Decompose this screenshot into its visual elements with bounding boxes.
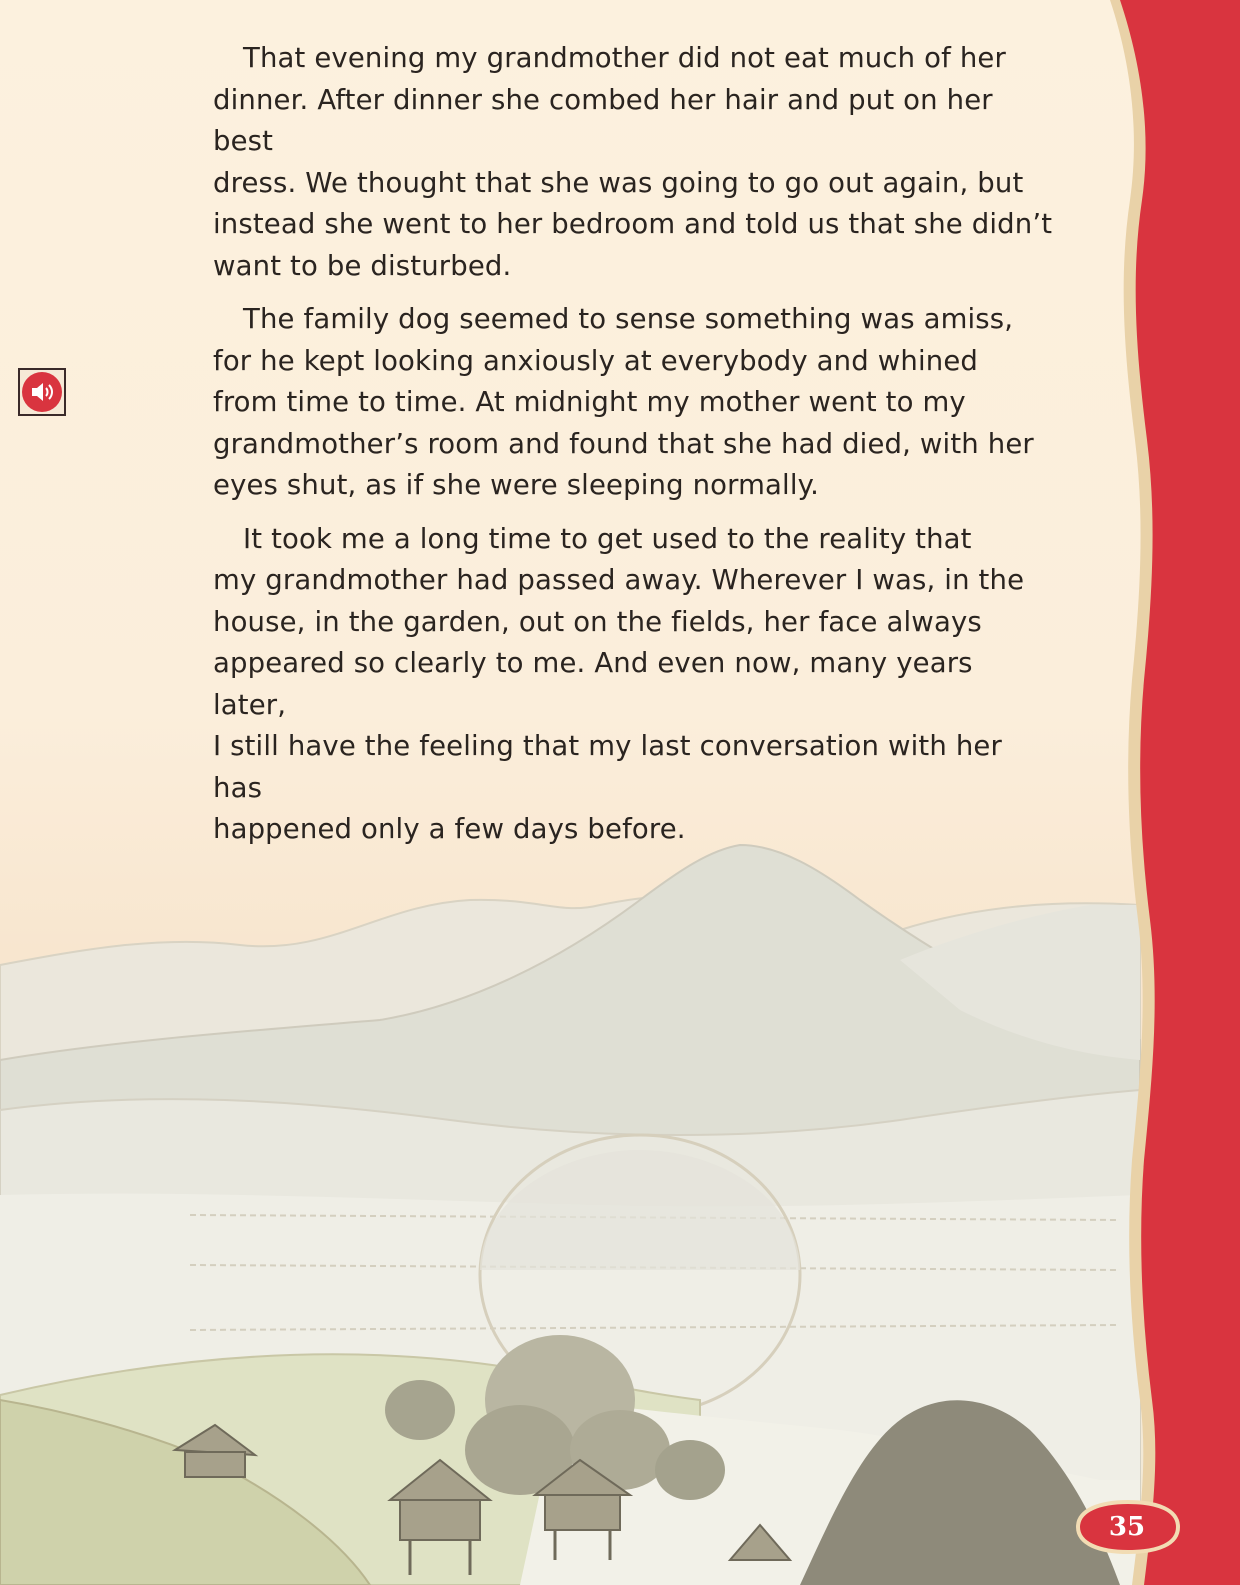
speaker-icon [22, 372, 62, 412]
story-paragraph-2: The family dog seemed to sense something was amiss, for he kept looking anxiously at everybody and whined from time to time. At midnight my mother went to my grandmother’s room and found that she had died, with her eyes shut, as if she were sleeping normally. [213, 303, 1034, 501]
audio-play-button[interactable] [18, 368, 66, 416]
page-number: 35 [1108, 1512, 1146, 1542]
story-paragraph-3: It took me a long time to get used to the reality that my grandmother had passed away. Wherever I was, in the house, in the garden, out on the fields, her face always appeared so clearly to me. And even now, many years later, I still have the feeling that my last conversation with her has happened only a few days before. [213, 522, 1025, 845]
story-paragraph-1: That evening my grandmother did not eat much of her dinner. After dinner she combed her hair and put on her best dress. We thought that she was going to go out again, but instead she went to her bedroom and told us that she didn’t want to be disturbed. [213, 42, 1053, 282]
story-text [213, 38, 1053, 863]
